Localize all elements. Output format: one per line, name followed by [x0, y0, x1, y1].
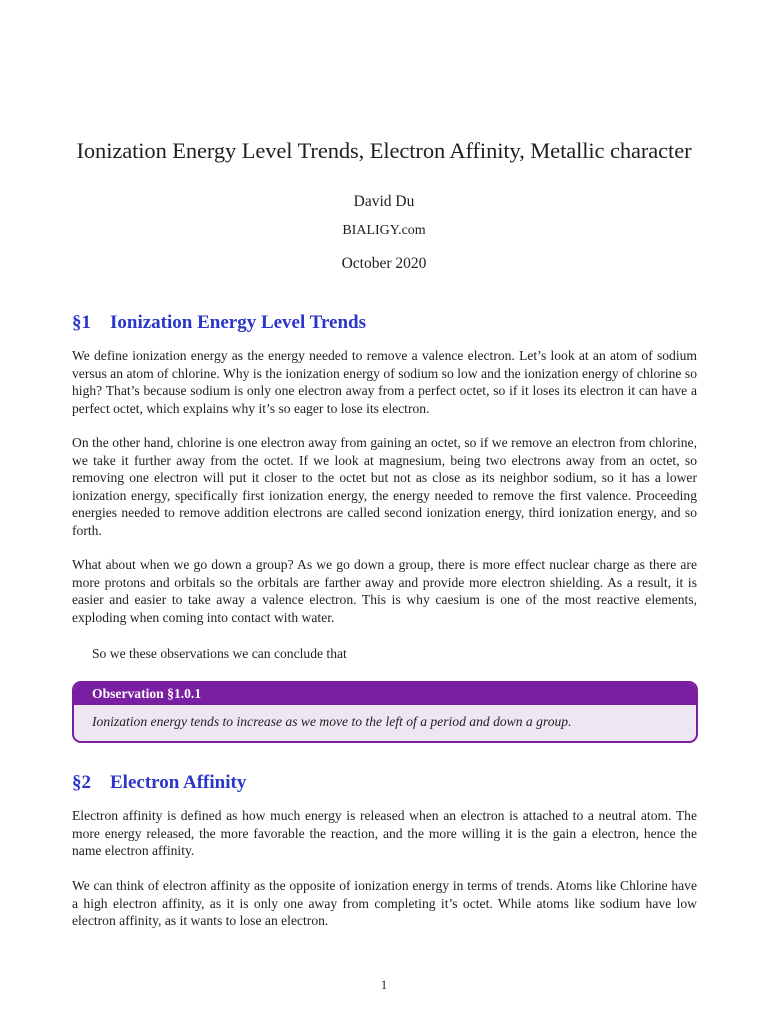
- section-2-title: Electron Affinity: [110, 772, 247, 793]
- section-1-heading: [72, 312, 366, 334]
- section-2-paragraph-2: We can think of electron affinity as the opposite of ionization energy in terms of trends. Atoms like Chlorine have a high electron affinity, as it is only one away from completing it’s octet. While atoms like sodium have low electron affinity, as it wants to lose an electron.: [72, 878, 697, 929]
- observation-box: [72, 681, 698, 743]
- site-name: BIALIGY.com: [342, 223, 426, 238]
- observation-text: Ionization energy tends to increase as we move to the left of a period and down a group.: [92, 714, 572, 729]
- section-1-paragraph-4: So we these observations we can conclude that: [92, 646, 347, 661]
- document-title: Ionization Energy Level Trends, Electron Affinity, Metallic character: [76, 138, 692, 163]
- section-2-heading: [72, 772, 246, 794]
- author-name: David Du: [353, 193, 415, 210]
- document-date: October 2020: [341, 255, 427, 272]
- section-1-paragraph-1: We define ionization energy as the energy needed to remove a valence electron. Let’s look at an atom of sodium versus an atom of chlorine. Why is the ionization energy of sodium so low and the ionization energy of chlorine so high? That’s because sodium is only one electron away from a perfect octet, so if it loses its electron it can have a perfect octet, which explains why it’s so eager to lose its electron.: [72, 348, 697, 416]
- section-1-paragraph-2: On the other hand, chlorine is one electron away from gaining an octet, so if we remove an electron from chlorine, we take it further away from the octet. If we look at magnesium, being two electrons away from an octet, so removing one electron will put it closer to the octet but not as close as its neighbor sodium, so it has a lower ionization energy, specifically first ionization energy, the energy needed to remove the first valence. Proceeding energies needed to remove addition electrons are called second ionization energy, third ionization energy, and so forth.: [72, 435, 697, 538]
- section-1-title: Ionization Energy Level Trends: [110, 312, 366, 333]
- section-2-number: §2: [72, 772, 91, 793]
- section-1-number: §1: [72, 312, 91, 333]
- observation-label: Observation §1.0.1: [74, 683, 696, 705]
- section-1-paragraph-3: What about when we go down a group? As we go down a group, there is more effect nuclear charge as there are more protons and orbitals so the orbitals are farther away and provide more electron shielding. As a result, it is easier and easier to take away a valence electron. This is why caesium is one of the most reactive elements, exploding when coming into contact with water.: [72, 557, 697, 625]
- section-2-paragraph-1: Electron affinity is defined as how much energy is released when an electron is attached to a neutral atom. The more energy released, the more favorable the reaction, and the more willing it is the gain a electron, hence the name electron affinity.: [72, 808, 697, 859]
- page-number: 1: [380, 978, 388, 992]
